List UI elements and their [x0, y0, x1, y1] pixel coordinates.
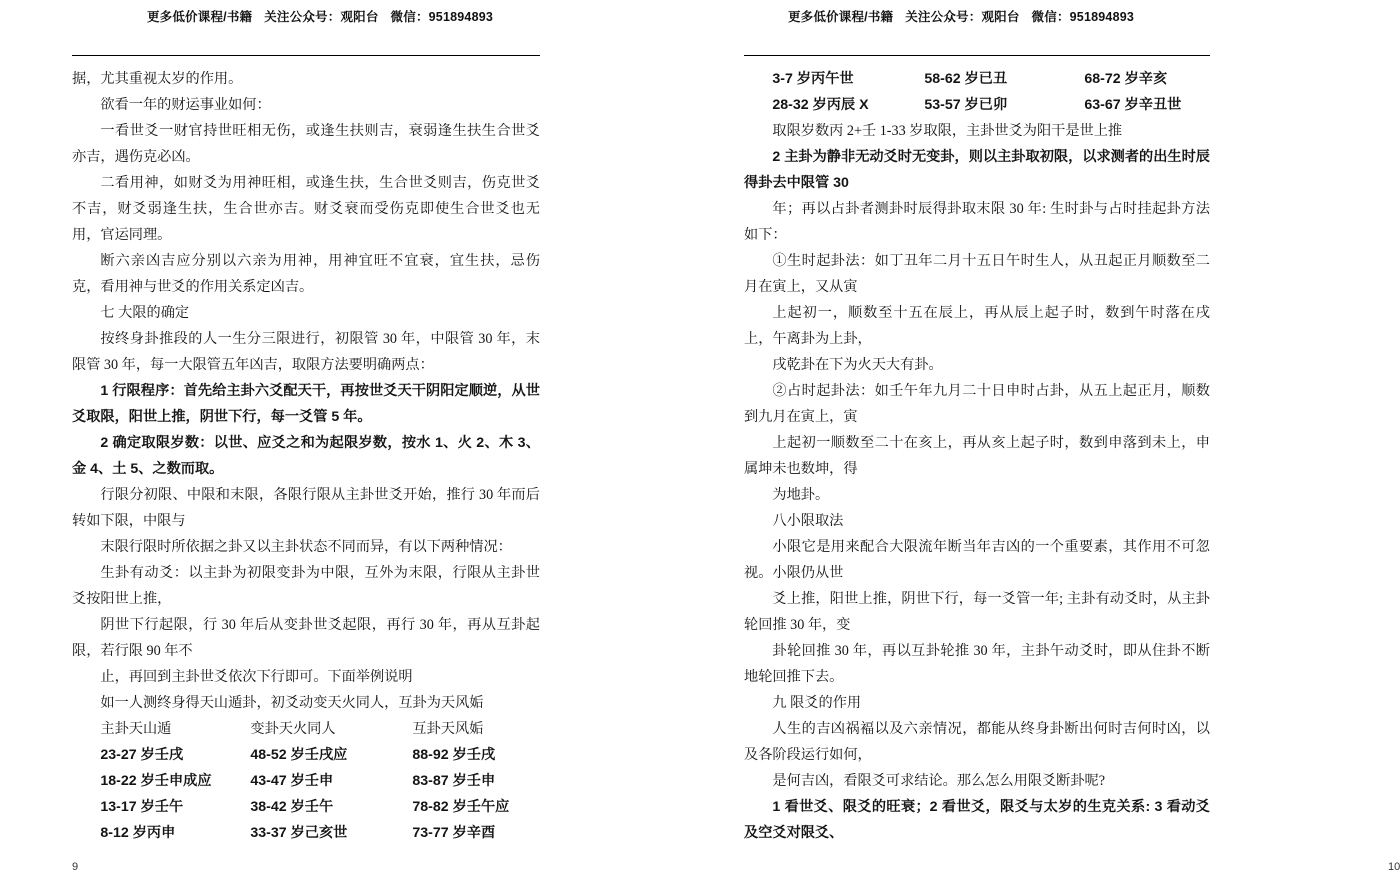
paragraph: 戌乾卦在下为火天大有卦。: [772, 357, 943, 373]
age-cell: 48-52 岁壬戌应: [250, 747, 348, 763]
paragraph: 一看世爻一财官持世旺相无伤，或逢生扶则吉，衰弱逢生扶生合世爻亦吉，遇伤克必凶。: [72, 123, 540, 165]
page-number-right: 10: [1388, 861, 1400, 873]
table-row: [744, 92, 1210, 118]
paragraph: 是何吉凶，看限爻可求结论。那么怎么用限爻断卦呢?: [772, 773, 1106, 789]
paragraph: 爻上推，阳世上推，阴世下行，每一爻管一年; 主卦有动爻时，从主卦轮回推 30 年，变: [744, 591, 1210, 633]
paragraph: 上起初一顺数至二十在亥上，再从亥上起子时，数到申落到未上，申属坤未也数坤，得: [744, 435, 1210, 477]
age-cell: 63-67 岁辛丑世: [1084, 97, 1182, 113]
age-cell: 58-62 岁已丑: [924, 71, 1008, 87]
paragraph: 人生的吉凶祸褔以及六亲情况，都能从终身卦断出何时吉何时凶，以及各阶段运行如何，: [744, 721, 1210, 763]
paragraph: 上起初一，顺数至十五在辰上，再从辰上起子时，数到午时落在戌上，午离卦为上卦，: [744, 305, 1210, 347]
section-heading: 七 大限的确定: [100, 305, 190, 321]
age-cell: 13-17 岁壬午: [100, 799, 184, 815]
header-wechat-id: 951894893: [1069, 10, 1135, 24]
paragraph: ①生时起卦法：如丁丑年二月十五日午时生人，从丑起正月顺数至二月在寅上，又从寅: [744, 253, 1210, 295]
section-heading: 八小限取法: [772, 513, 844, 529]
paragraph: 生卦有动爻：以主卦为初限变卦为中限，互外为末限，行限从主卦世爻按阳世上推，: [72, 565, 540, 607]
paragraph: ②占时起卦法：如壬午年九月二十日申时占卦，从五上起正月，顺数到九月在寅上，寅: [744, 383, 1210, 425]
hexagram-changed-name: 变卦天火同人: [250, 721, 336, 737]
age-cell: 73-77 岁辛酉: [412, 825, 496, 841]
paragraph: 1 看世爻、限爻的旺衰；2 看世爻，限爻与太岁的生克关系: 3 看动爻及空爻对限爻、: [744, 799, 1210, 841]
paragraph: 二看用神，如财爻为用神旺相，或逢生扶，生合世爻则吉，伤克世爻不吉，财爻弱逢生扶，生合世亦吉。财爻衰而受伤克即使生合世爻也无用，官运同理。: [72, 175, 540, 243]
header-account-name: 观阳台: [340, 10, 379, 24]
paragraph: 止，再回到主卦世爻依次下行即可。下面举例说明: [100, 669, 413, 685]
header-wechat-id: 951894893: [428, 10, 494, 24]
paragraph: 欲看一年的财运事业如何：: [100, 97, 271, 113]
header-follow-label: 关注公众号：: [264, 10, 341, 24]
hexagram-names-row: [72, 716, 540, 742]
age-cell: 3-7 岁丙午世: [772, 71, 854, 87]
age-cell: 33-37 岁己亥世: [250, 825, 348, 841]
paragraph: 2 主卦为静非无动爻时无变卦，则以主卦取初限，以求测者的出生时辰得卦去中限管 30: [744, 149, 1210, 191]
table-row: [72, 794, 540, 820]
paragraph: 1 行限程序：首先给主卦六爻配天干，再按世爻天干阴阳定顺逆，从世爻取限，阳世上推，阴世下行，每一爻管 5 年。: [72, 383, 540, 425]
paragraph: 断六亲凶吉应分别以六亲为用神，用神宜旺不宜衰，宜生扶，忌伤克，看用神与世爻的作用关系定凶吉。: [72, 253, 540, 295]
age-cell: 18-22 岁壬申成应: [100, 773, 212, 789]
age-cell: 8-12 岁丙申: [100, 825, 176, 841]
paragraph: 如一人测终身得天山遁卦，初爻动变天火同人，互卦为天风姤: [100, 695, 484, 711]
paragraph: 年；再以占卦者测卦时辰得卦取末限 30 年: 生时卦与占时挂起卦方法如下：: [744, 201, 1210, 243]
age-range-table-right: [744, 66, 1210, 118]
paragraph: 末限行限时所依据之卦又以主卦状态不同而异，有以下两种情况：: [100, 539, 512, 555]
page-body-left: [72, 56, 540, 846]
age-cell: 53-57 岁已卯: [924, 97, 1008, 113]
paragraph: 为地卦。: [772, 487, 830, 503]
table-row: [72, 768, 540, 794]
header-account-name: 观阳台: [981, 10, 1020, 24]
paragraph: 取限岁数丙 2+壬 1-33 岁取限，主卦世爻为阳干是世上推: [772, 123, 1123, 139]
age-cell: 23-27 岁壬戌: [100, 747, 184, 763]
table-row: [72, 820, 540, 846]
header-follow-label: 关注公众号：: [905, 10, 982, 24]
paragraph: 按终身卦推段的人一生分三限进行，初限管 30 年，中限管 30 年，末限管 30 年，每一大限管五年凶吉，取限方法要明确两点：: [72, 331, 540, 373]
page-header-right: [640, 0, 1282, 25]
paragraph: 卦轮回推 30 年，再以互卦轮推 30 年，主卦午动爻时，即从住卦不断地轮回推下去。: [744, 643, 1210, 685]
hexagram-main-name: 主卦天山遁: [100, 721, 172, 737]
header-wechat-label: 微信：: [1031, 10, 1070, 24]
paragraph: 据，尤其重视太岁的作用。: [72, 71, 243, 87]
hexagram-mutual-name: 互卦天风姤: [412, 721, 484, 737]
page-body-right: [744, 56, 1210, 846]
page-right: [640, 0, 1400, 891]
age-cell: 78-82 岁壬午应: [412, 799, 510, 815]
page-number-left: 9: [72, 861, 79, 873]
age-cell: 28-32 岁丙辰 X: [772, 97, 869, 113]
header-wechat-label: 微信：: [390, 10, 429, 24]
paragraph: 小限它是用来配合大限流年断当年吉凶的一个重要素，其作用不可忽视。小限仍从世: [744, 539, 1210, 581]
age-cell: 68-72 岁辛亥: [1084, 71, 1168, 87]
header-promo-text: 更多低价课程/书籍: [787, 10, 894, 24]
table-row: [72, 742, 540, 768]
age-cell: 83-87 岁壬申: [412, 773, 496, 789]
age-cell: 38-42 岁壬午: [250, 799, 334, 815]
age-cell: 43-47 岁壬申: [250, 773, 334, 789]
page-left: [0, 0, 640, 891]
age-range-table-left: [72, 742, 540, 846]
paragraph: 2 确定取限岁数：以世、应爻之和为起限岁数，按水 1、火 2、木 3、金 4、土 5、之数而取。: [72, 435, 540, 477]
page-header-left: [0, 0, 640, 25]
section-heading: 九 限爻的作用: [772, 695, 862, 711]
paragraph: 阴世下行起限，行 30 年后从变卦世爻起限，再行 30 年，再从互卦起限，若行限 90 年不: [72, 617, 540, 659]
age-cell: 88-92 岁壬戌: [412, 747, 496, 763]
header-promo-text: 更多低价课程/书籍: [146, 10, 253, 24]
paragraph: 行限分初限、中限和末限，各限行限从主卦世爻开始，推行 30 年而后转如下限，中限与: [72, 487, 540, 529]
table-row: [744, 66, 1210, 92]
